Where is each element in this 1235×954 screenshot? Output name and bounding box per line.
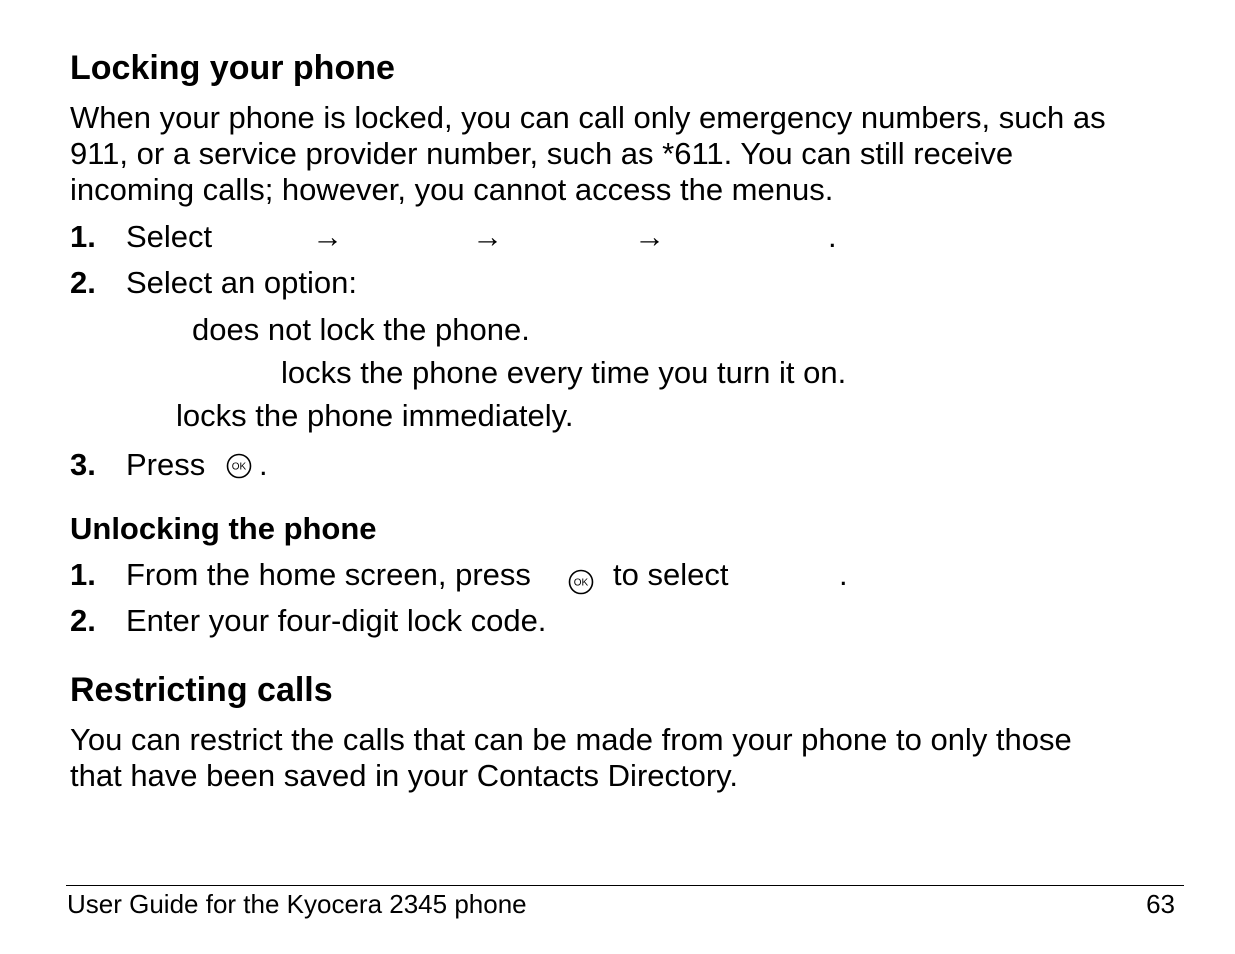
section-heading-locking: Locking your phone <box>70 49 395 87</box>
option-description: locks the phone every time you turn it on. <box>281 355 847 390</box>
section-heading-restricting: Restricting calls <box>70 671 333 709</box>
step-end-period: . <box>839 557 848 592</box>
arrow-right-icon: → <box>634 219 665 254</box>
footer-divider <box>66 885 1184 886</box>
step-text: Select <box>126 219 213 254</box>
step-number: 1. <box>70 219 96 254</box>
body-line-2: that have been saved in your Contacts Directory. <box>70 758 738 793</box>
step-text: Press <box>126 447 206 482</box>
step-number: 3. <box>70 447 96 482</box>
intro-line-1: When your phone is locked, you can call only emergency numbers, such as <box>70 100 1106 135</box>
arrow-right-icon: → <box>312 219 343 254</box>
svg-text:OK: OK <box>231 461 247 473</box>
page-number: 63 <box>1146 889 1175 919</box>
step-text: From the home screen, press <box>126 557 531 592</box>
step-number: 2. <box>70 265 96 300</box>
footer-title: User Guide for the Kyocera 2345 phone <box>67 889 527 919</box>
option-description: locks the phone immediately. <box>176 398 574 433</box>
ok-button-icon <box>568 569 594 595</box>
body-line-1: You can restrict the calls that can be made from your phone to only those <box>70 722 1072 757</box>
step-end-period: . <box>828 219 837 254</box>
step-text: Select an option: <box>126 265 357 300</box>
step-number: 2. <box>70 603 96 638</box>
svg-text:OK: OK <box>573 577 589 589</box>
ok-button-icon <box>226 453 252 479</box>
option-description: does not lock the phone. <box>192 312 530 347</box>
section-heading-unlocking: Unlocking the phone <box>70 511 377 546</box>
intro-line-3: incoming calls; however, you cannot access the menus. <box>70 172 834 207</box>
step-number: 1. <box>70 557 96 592</box>
step-text: Enter your four-digit lock code. <box>126 603 547 638</box>
intro-line-2: 911, or a service provider number, such as *611. You can still receive <box>70 136 1014 171</box>
step-end-period: . <box>259 447 268 482</box>
step-text: to select <box>613 557 729 592</box>
arrow-right-icon: → <box>472 219 503 254</box>
